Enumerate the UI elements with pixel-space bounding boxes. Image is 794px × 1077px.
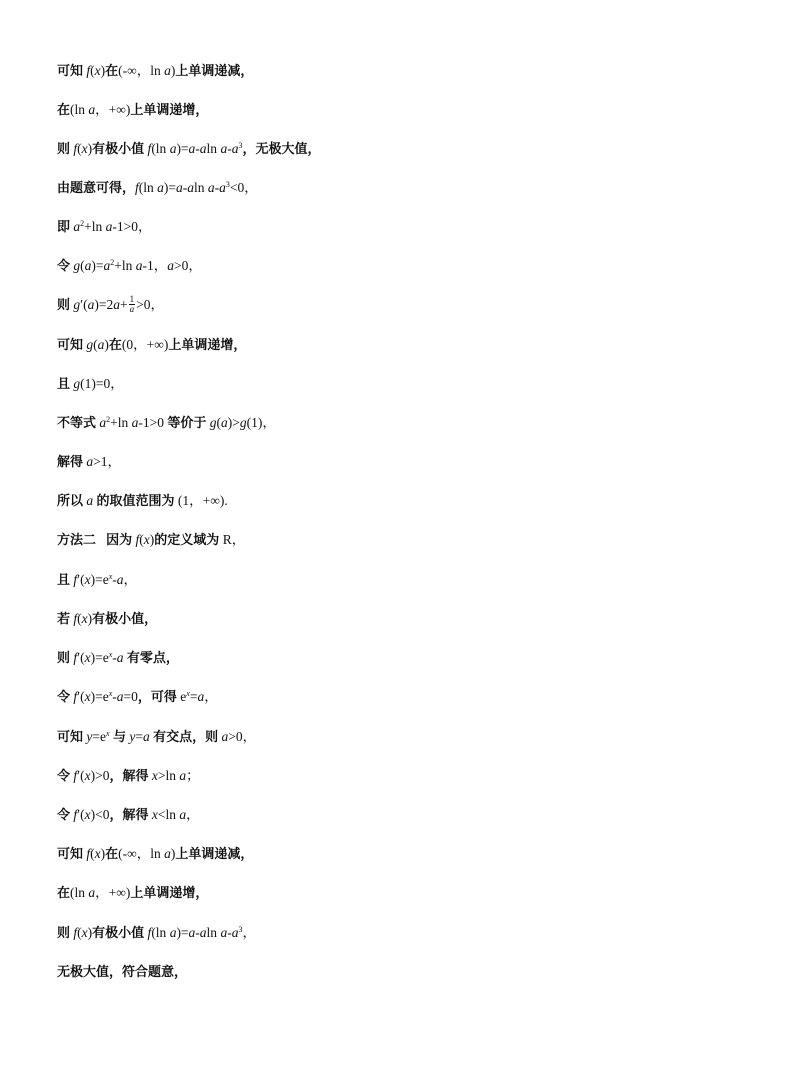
solution-line-9: 且 g(1)=0， xyxy=(57,376,124,392)
solution-line-22: 在(ln a，+∞)上单调递增， xyxy=(57,885,209,901)
solution-line-2: 在(ln a，+∞)上单调递增， xyxy=(57,102,209,118)
solution-line-23: 则 f(x)有极小值 f(ln a)=a-aln $a-a^3$， xyxy=(57,925,256,941)
solution-line-12: 所以 a 的取值范围为 (1，+∞). xyxy=(57,493,228,509)
solution-line-15: 若 f(x)有极小值， xyxy=(57,611,158,627)
solution-line-24: 无极大值，符合题意， xyxy=(57,965,188,980)
solution-line-8: 可知 g(a)在(0，+∞)上单调递增， xyxy=(57,337,247,353)
solution-line-11: 解得 a>1， xyxy=(57,454,122,470)
solution-line-13: 方法二 因为 f(x)的定义域为 R， xyxy=(57,532,246,548)
solution-line-4: 由题意可得，f(ln a)=a-aln $a-a^3<0$， xyxy=(57,180,258,196)
solution-line-5: 即 $a^2+\ln$ a-1>0， xyxy=(57,219,152,235)
solution-line-19: 令 f′(x)>0，解得 x>ln a； xyxy=(57,768,200,784)
solution-line-6: 令 $g(a)=a^2+\ln$ a-1，a>0， xyxy=(57,258,202,274)
solution-line-3: 则 f(x)有极小值 f(ln a)=a-aln $a-a^3$，无极大值， xyxy=(57,141,321,157)
solution-line-7: 则 g′(a)=2a+ $\frac{1}{a}$ >0， xyxy=(57,294,164,315)
solution-line-1: 可知 f(x)在(-∞，ln a)上单调递减， xyxy=(57,63,254,79)
solution-line-14: 且 $f'(x)=e^x-a$， xyxy=(57,572,138,588)
solution-line-21: 可知 f(x)在(-∞，ln a)上单调递减， xyxy=(57,846,254,862)
solution-line-18: 可知 $y=e^x$ 与 y=a 有交点，则 a>0， xyxy=(57,729,257,745)
solution-line-16: 则 $f'(x)=e^x-a$ 有零点， xyxy=(57,650,179,666)
solution-line-20: 令 f′(x)<0，解得 x<ln a， xyxy=(57,807,200,823)
solution-line-17: 令 $f'(x)=e^x-a=0$，可得 $e^x=a$， xyxy=(57,689,218,705)
solution-line-10: 不等式 $a^2+\ln$ a-1>0 等价于 g(a)>g(1)， xyxy=(57,415,276,431)
